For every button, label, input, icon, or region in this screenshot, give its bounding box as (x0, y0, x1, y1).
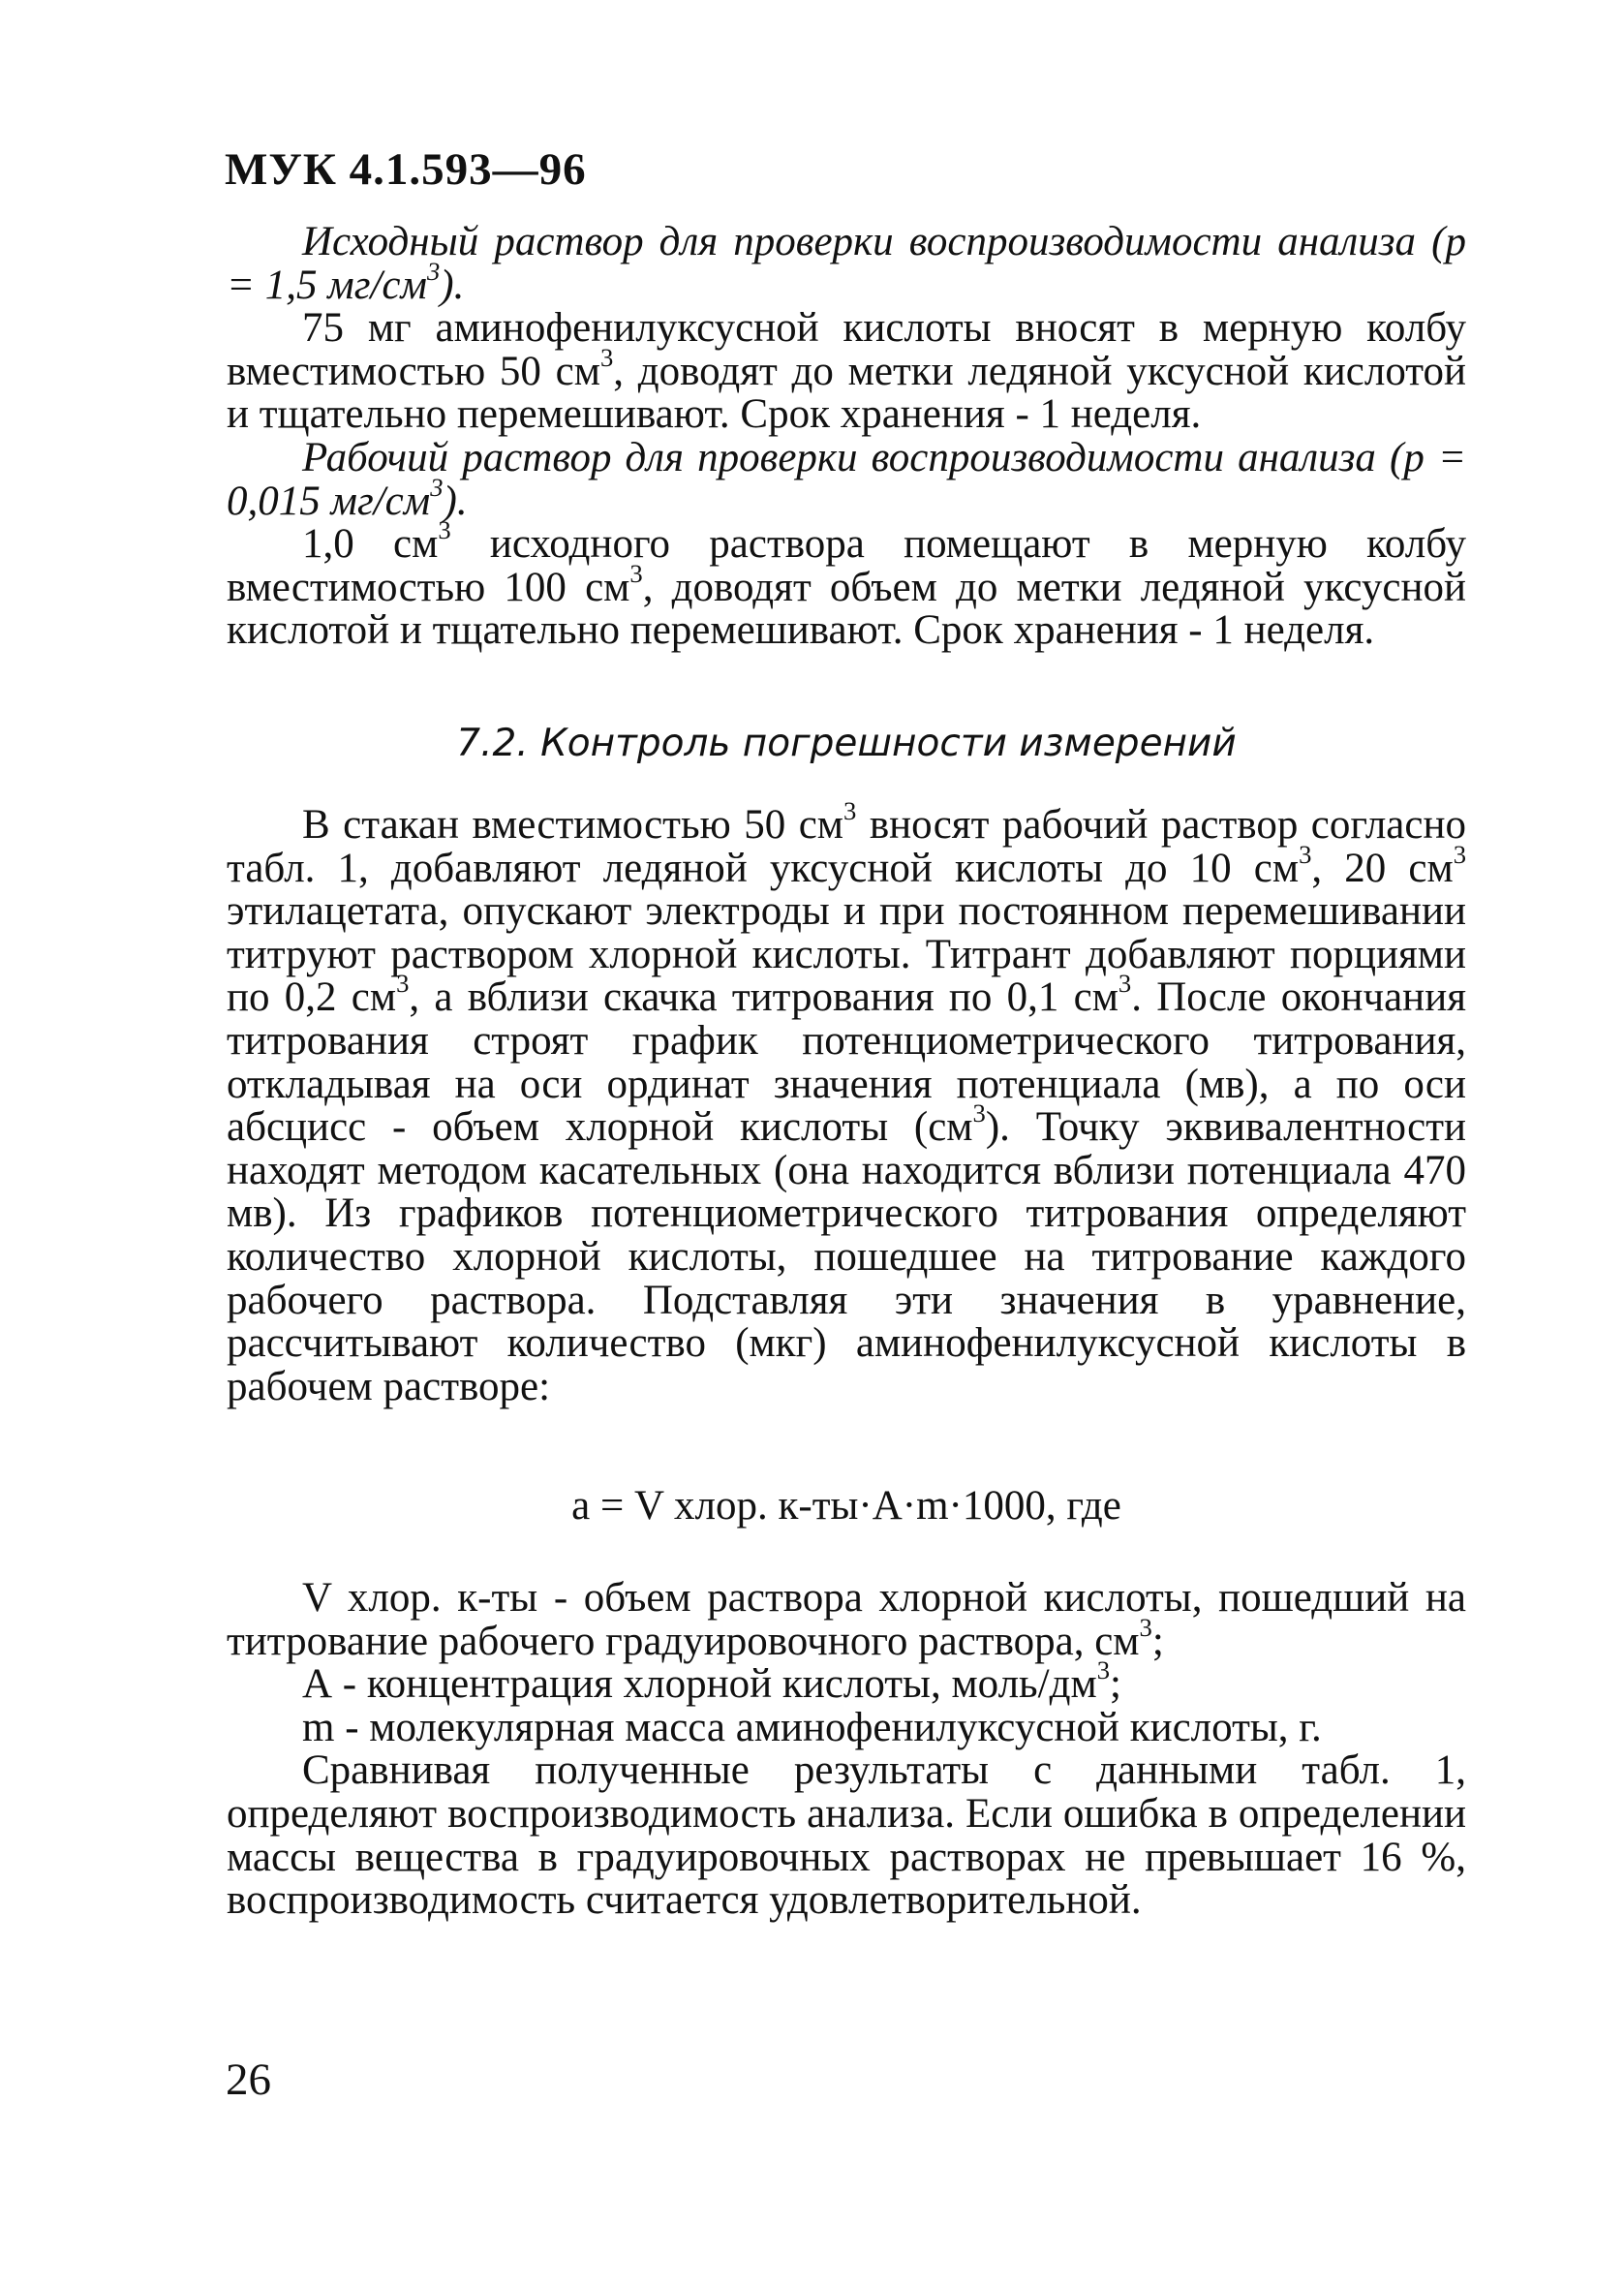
section-7-1-text (227, 221, 1466, 653)
section-7-2-text (227, 795, 1467, 1409)
page-number: 26 (226, 2055, 271, 2105)
working-solution-heading: Рабочий раствор для проверки воспроизводимости анализа (р = 0,015 $мг/см^3$). (227, 434, 1466, 524)
stock-solution-heading: Исходный раствор для проверки воспроизводимости анализа (р = 1,5 $мг/см^3$). (227, 219, 1466, 308)
definition-v: V хлор. к-ты - объем раствора хлорной кислоты, пошедший на титрование рабочего градуировочного раствора, $см^3$; (227, 1575, 1466, 1664)
definition-a: А - концентрация хлорной кислоты, моль/$дм^3$; (302, 1655, 1121, 1708)
titration-procedure-paragraph: В стакан вместимостью 50 $см^3$ вносят рабочий раствор согласно табл. 1, добавляют ледяной уксусной кислоты до 10 $см^3$, 20 $см^3$ этилацетата, опускают электроды и при постоянном перемешивании титруют раствором хлорной кислоты. Титрант добавляют порциями по 0,2 $см^3$, а вблизи скачка титрования по 0,1 $см^3$. После окончания титрования строят график потенциометрического титрования, откладывая на оси ординат значения потенциала (мв), а по оси абсцисс - объем хлорной кислоты $(см^3)$. Точку эквивалентности находят методом касательных (она находится вблизи потенциала 470 мв). Из графиков потенциометрического титрования определяют количество хлорной кислоты, пошедшее на титрование каждого рабочего раствора. Подставляя эти значения в уравнение, рассчитывают количество (мкг) аминофенилуксусной кислоты в рабочем растворе: (227, 795, 1467, 1409)
section-7-2-title: 7.2. Контроль погрешности измерений (456, 722, 1237, 765)
stock-solution-text: 75 мг аминофенилуксусной кислоты вносят в мерную колбу вместимостью 50 $см^3$, доводят до метки ледяной уксусной кислотой и тщательно перемешивают. Срок хранения - 1 неделя. (227, 305, 1467, 438)
definition-m: m - молекулярная масса аминофенилуксусной кислоты, г. (302, 1704, 1322, 1750)
conclusion-paragraph: Сравнивая полученные результаты с данными табл. 1, определяют воспроизводимость анализа. Если ошибка в определении массы вещества в градуировочных растворах не превышает 16 %, воспроизводимость считается удовлетворительной. (227, 1747, 1466, 1924)
working-solution-text: 1,0 $см^3$ исходного раствора помещают в мерную колбу вместимостью 100 $см^3$, доводят объем до метки ледяной уксусной кислотой и тщательно перемешивают. Срок хранения - 1 неделя. (227, 514, 1466, 654)
formula-definitions (227, 1577, 1466, 1923)
calculation-formula: а = V хлор. к-ты·А·m·1000, где (571, 1483, 1121, 1529)
document-header: МУК 4.1.593—96 (225, 144, 587, 195)
